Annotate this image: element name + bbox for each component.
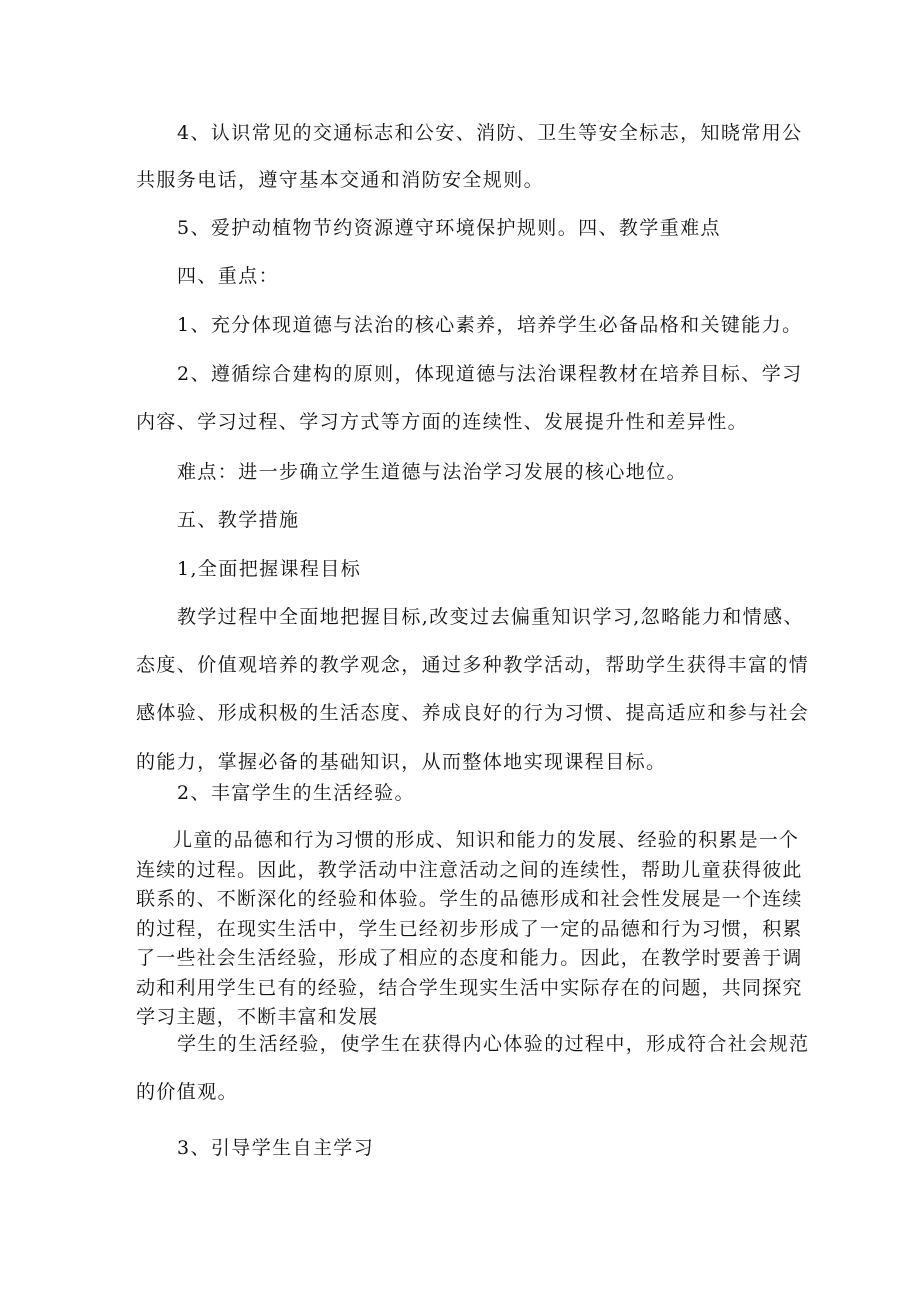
subsection-heading: 3、引导学生自主学习 <box>177 1137 375 1159</box>
paragraph-line: 的价值观。 <box>136 1081 239 1103</box>
paragraph-line: 连续的过程。因此，教学活动中注意活动之间的连续性，帮助儿童获得彼此 <box>136 858 803 881</box>
paragraph-line: 感体验、形成积极的生活态度、养成良好的行为习惯、提高适应和参与社会 <box>136 702 810 724</box>
paragraph-line: 1、充分体现道德与法治的核心素养，培养学生必备品格和关键能力。 <box>177 314 803 336</box>
paragraph-line: 学习主题，不断丰富和发展 <box>136 1006 379 1028</box>
section-heading: 四、重点： <box>177 265 280 287</box>
paragraph-line: 联系的、不断深化的经验和体验。学生的品德形成和社会性发展是一个连续 <box>136 888 803 910</box>
paragraph-line: 内容、学习过程、学习方式等方面的连续性、发展提升性和差异性。 <box>136 411 749 433</box>
paragraph-line: 动和利用学生已有的经验，结合学生现实生活中实际存在的问题，共同探究 <box>136 976 803 999</box>
paragraph-line: 的能力，掌握必备的基础知识，从而整体地实现课程目标。 <box>136 751 667 773</box>
paragraph-line: 4、认识常见的交通标志和公安、消防、卫生等安全标志，知晓常用公 <box>177 122 803 144</box>
dense-paragraph <box>136 826 803 1033</box>
subsection-heading: 2、丰富学生的生活经验。 <box>177 782 415 804</box>
paragraph-line: 教学过程中全面地把握目标,改变过去偏重知识学习,忽略能力和情感、 <box>177 606 804 628</box>
paragraph-line: 2、遵循综合建构的原则，体现道德与法治课程教材在培养目标、学习 <box>177 363 803 385</box>
section-heading: 五、教学措施 <box>177 509 300 531</box>
subsection-heading: 1,全面把握课程目标 <box>177 558 362 580</box>
paragraph-line: 的过程，在现实生活中，学生已经初步形成了一定的品德和行为习惯，积累 <box>136 917 803 940</box>
paragraph-line: 难点：进一步确立学生道德与法治学习发展的核心地位。 <box>177 461 688 483</box>
paragraph-line: 学生的生活经验，使学生在获得内心体验的过程中，形成符合社会规范 <box>177 1033 810 1055</box>
paragraph-line: 5、爱护动植物节约资源遵守环境保护规则。四、教学重难点 <box>177 217 721 239</box>
paragraph-line: 共服务电话，遵守基本交通和消防安全规则。 <box>136 169 545 191</box>
paragraph-line: 了一些社会生活经验，形成了相应的态度和能力。因此，在教学时要善于调 <box>136 947 803 969</box>
paragraph-line: 儿童的品德和行为习惯的形成、知识和能力的发展、经验的积累是一个 <box>173 829 800 851</box>
paragraph-line: 态度、价值观培养的教学观念，通过多种教学活动，帮助学生获得丰富的情 <box>136 654 810 676</box>
